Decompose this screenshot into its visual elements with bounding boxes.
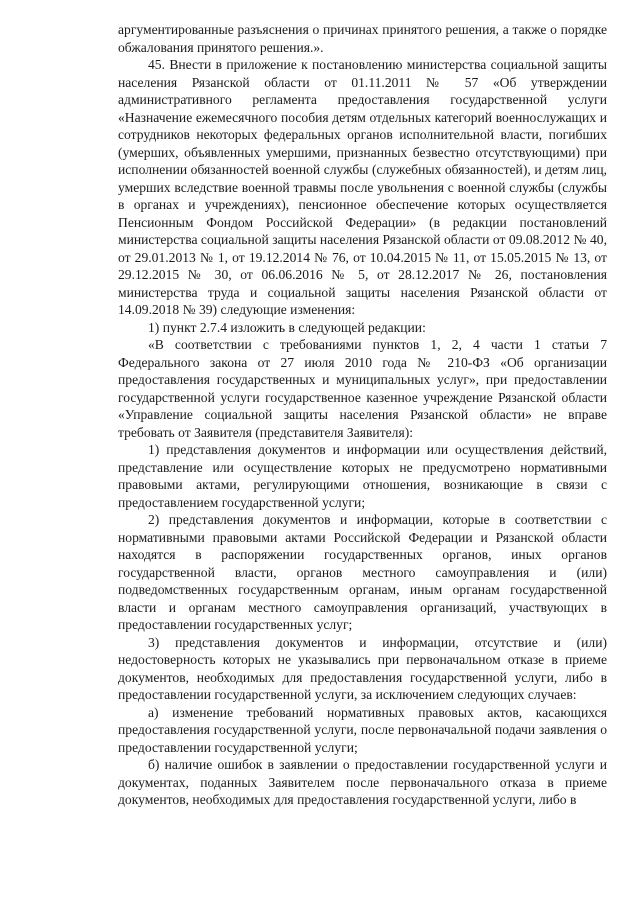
paragraph-list-item-a: а) изменение требований нормативных правовых актов, касающихся предоставления государственной услуги, после первоначальной подачи заявления о предоставлении государственной услуги; — [118, 704, 607, 755]
paragraph-list-item-3: 3) представления документов и информации, отсутствие и (или) недостоверность которых не указывались при первоначальном отказе в приеме документов, необходимых для предоставления государственной услуги, либо в предоставлении государственной услуги, за исключением следующих случаев: — [118, 634, 607, 702]
paragraph-list-item-1: 1) представления документов и информации или осуществления действий, представление или осуществление которых не предусмотрено нормативными правовыми актами, регулирующими отношения, возникающие в связи с предоставлением государственной услуги; — [118, 442, 607, 510]
paragraph-subitem-1: 1) пункт 2.7.4 изложить в следующей редакции: — [148, 319, 426, 335]
paragraph-item-45: 45. Внести в приложение к постановлению министерства социальной защиты населения Рязанской области от 01.11.2011 № 57 «Об утверждении административного регламента предоставления государственной услуги «Назначение ежемесячного пособия детям отдельных категорий военнослужащих и сотрудников некоторых федеральных органов исполнительной власти, погибших (умерших, объявленных умершими, признанных безвестно отсутствующими) при исполнении обязанностей военной службы (служебных обязанностей), и детям лиц, умерших вследствие военной травмы после увольнения с военной службы (службы в органах и учреждениях), пенсионное обеспечение которых осуществляется Пенсионным Фондом Российской Федерации» (в редакции постановлений министерства социальной защиты населения Рязанской области от 09.08.2012 № 40, от 29.01.2013 № 1, от 19.12.2014 № 76, от 10.04.2015 № 11, от 15.05.2015 № 13, от 29.12.2015 № 30, от 06.06.2016 № 5, от 28.12.2017 № 26, постановления министерства труда и социальной защиты населения Рязанской области от 14.09.2018 № 39) следующие изменения: — [118, 57, 607, 317]
paragraph-list-item-2: 2) представления документов и информации, которые в соответствии с нормативными правовыми актами Российской Федерации и Рязанской области находятся в распоряжении государственных органов, иных органов государственной власти, органов местного самоуправления и (или) подведомственных государственным органам, иным органам государственной власти и органам местного самоуправления организаций, участвующих в предоставлении государственных услуг; — [118, 512, 607, 632]
paragraph-list-item-b: б) наличие ошибок в заявлении о предоставлении государственной услуги и документах, поданных Заявителем после первоначального отказа в приеме документов, необходимых для предоставления государственной услуги, либо в — [118, 757, 607, 807]
paragraph-quoted-text: «В соответствии с требованиями пунктов 1, 2, 4 части 1 статьи 7 Федерального закона от 27 июля 2010 года № 210-ФЗ «Об организации предоставления государственных и муниципальных услуг», при предоставлении государственной услуги государственное казенное учреждение Рязанской области «Управление социальной защиты населения Рязанской области» не вправе требовать от Заявителя (представителя Заявителя): — [118, 337, 607, 440]
document-body — [118, 21, 607, 809]
paragraph-continuation: аргументированные разъяснения о причинах принятого решения, а также о порядке обжалования принятого решения.». — [118, 22, 607, 55]
